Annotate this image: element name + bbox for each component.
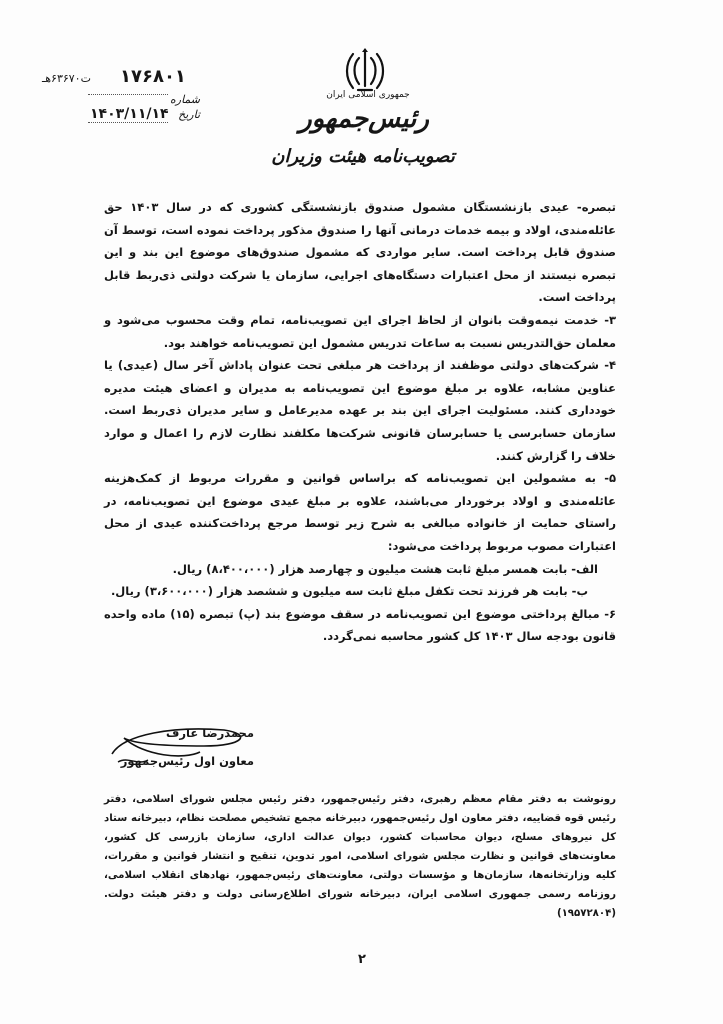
reference-labels <box>170 92 200 122</box>
signatory-title: معاون اول رئیس‌جمهور <box>120 754 254 768</box>
paragraph-4: ۴- شرکت‌های دولتی موظفند از پرداخت هر مبلغی تحت عنوان پاداش آخر سال (عیدی) یا عناوین مشابه، علاوه بر مبلغ موضوع این تصویب‌نامه به مدیران و اعضای هیئت مدیره خودداری کنند. مسئولیت اجرای این بند بر عهده مدیرعامل و سایر مدیران ذی‌ربط است. سازمان حسابرسی یا حسابرسان قانونی شرکت‌ها مکلفند نظارت لازم را اعمال و موارد خلاف را گزارش کنند. <box>104 358 616 463</box>
date-dotted-line <box>88 122 168 123</box>
iran-emblem-icon <box>344 46 386 94</box>
country-name: جمهوری اسلامی ایران <box>326 90 410 100</box>
copies-label: رونوشت به <box>557 794 617 805</box>
number-dotted-line <box>88 94 168 95</box>
reference-number: ۱۷۶۸۰۱ <box>120 66 186 87</box>
date-label: تاریخ <box>178 108 201 121</box>
decree-body <box>104 196 616 648</box>
page-number: ۲ <box>358 952 366 967</box>
document-code: (۱۹۵۷۲۸۰۴) <box>556 908 616 919</box>
presidency-title: رئیس‌جمهور <box>299 104 429 134</box>
copies-list <box>104 790 616 923</box>
reference-date: ۱۴۰۳/۱۱/۱۴ <box>90 106 169 122</box>
copies-recipients: دفتر مقام معظم رهبری، دفتر رئیس‌جمهور، دفتر رئیس مجلس شورای اسلامی، دفتر رئیس قوه قضاییه، دفتر معاون اول رئیس‌جمهور، دبیرخانه مجمع تشخیص مصلحت نظام، دبیرخانه ستاد کل نیروهای مسلح، دیوان محاسبات کشور، دیوان عدالت اداری، سازمان بازرسی کل کشور، معاونت‌های قوانین و نظارت مجلس شورای اسلامی، امور تدوین، تنقیح و انتشار قوانین و مقررات، کلیه وزارتخانه‌ها، سازمان‌ها و مؤسسات دولتی، معاونت‌های رئیس‌جمهور، نهادهای انقلاب اسلامی، روزنامه رسمی جمهوری اسلامی ایران، دبیرخانه شورای اطلاع‌رسانی دولت و دفتر هیئت دولت. <box>104 794 616 900</box>
reference-code: ت۶۳۶۷۰هـ <box>42 72 91 85</box>
paragraph-5: ۵- به مشمولین این تصویب‌نامه که براساس قوانین و مقررات مربوط از کمک‌هزینه عائله‌مندی و اولاد برخوردار می‌باشند، علاوه بر مبلغ عیدی موضوع این تصویب‌نامه، در راستای حمایت از خانواده مبالغی به شرح زیر توسط مرجع پرداخت‌کننده عیدی از محل اعتبارات مصوب مربوط پرداخت می‌شود: <box>104 471 616 553</box>
number-label: شماره <box>170 93 201 106</box>
cabinet-title: تصویب‌نامه هیئت وزیران <box>271 146 455 167</box>
paragraph-note: تبصره- عیدی بازنشستگان مشمول صندوق بازنشستگی کشوری که در سال ۱۴۰۳ حق عائله‌مندی، اولاد و بیمه خدمات درمانی آنها را صندوق مذکور پرداخت نموده است، توسط آن صندوق قابل پرداخت است. سایر مواردی که مشمول صندوق‌های موضوع این بند و این تبصره نیستند از محل اعتبارات دستگاه‌های اجرایی، سازمان یا شرکت دولتی ذی‌ربط قابل پرداخت است. <box>104 200 616 305</box>
item-a: الف- بابت همسر مبلغ ثابت هشت میلیون و چهارصد هزار (۸،۴۰۰،۰۰۰) ریال. <box>172 561 598 576</box>
paragraph-6: ۶- مبالغ پرداختی موضوع این تصویب‌نامه در سقف موضوع بند (پ) تبصره (۱۵) ماده واحده قانون بودجه سال ۱۴۰۳ کل کشور محاسبه نمی‌گردد. <box>104 606 617 644</box>
signature-block <box>104 716 254 776</box>
signatory-name: محمدرضا عارف <box>166 726 254 740</box>
paragraph-3: ۳- خدمت نیمه‌وقت بانوان از لحاظ اجرای این تصویب‌نامه، تمام وقت محسوب می‌شود و معلمان حق‌التدریس نسبت به ساعات تدریس مشمول این تصویب‌نامه خواهند بود. <box>104 312 616 350</box>
item-b: ب- بابت هر فرزند تحت تکفل مبلغ ثابت سه میلیون و ششصد هزار (۳،۶۰۰،۰۰۰) ریال. <box>110 584 588 599</box>
